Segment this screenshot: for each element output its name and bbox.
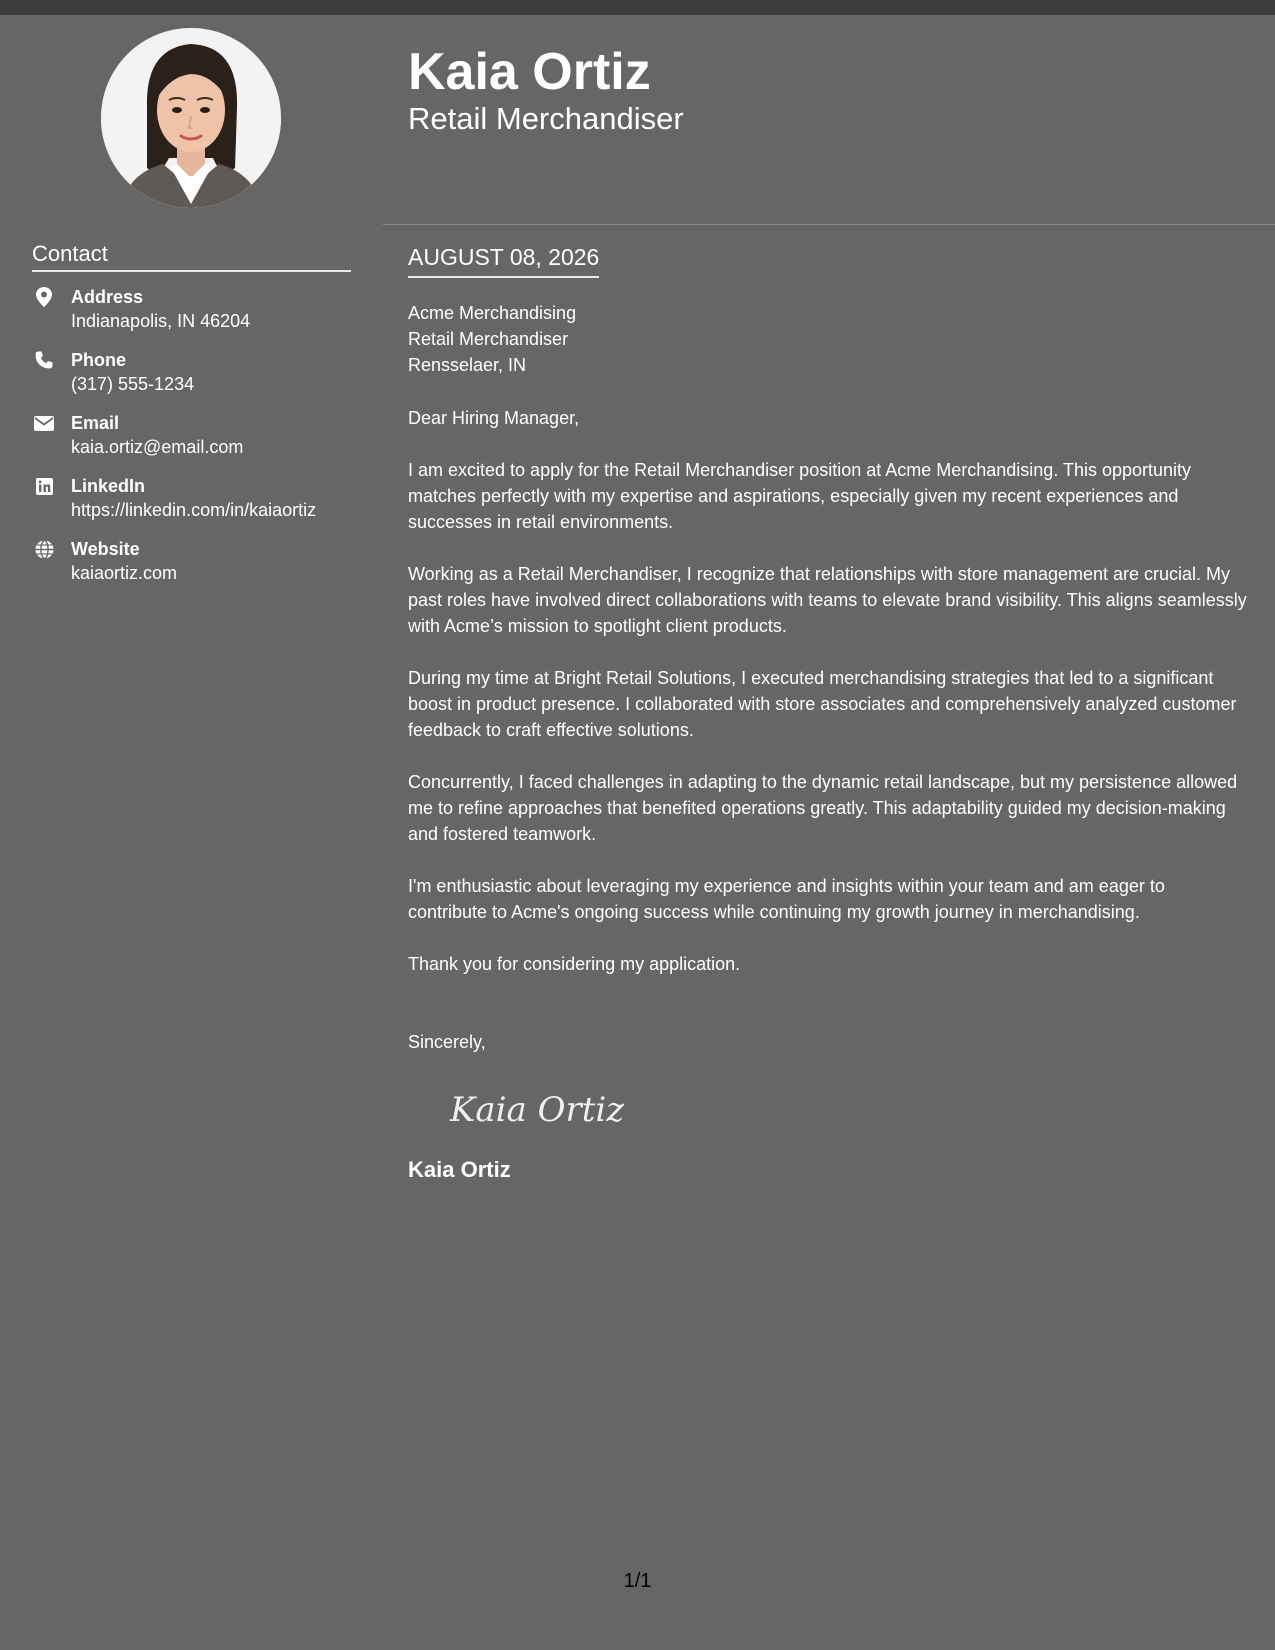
recipient-position: Retail Merchandiser [408, 329, 569, 349]
page-number: 1/1 [623, 1570, 652, 1592]
address-value: Indianapolis, IN 46204 [71, 311, 251, 331]
contact-item-phone [32, 348, 362, 411]
avatar [101, 28, 281, 208]
signature-graphic: Kaia Ortiz [450, 1090, 625, 1130]
contact-item-email [32, 411, 362, 474]
signer-name: Kaia Ortiz [408, 1157, 511, 1182]
contact-list [32, 285, 362, 600]
applicant-title: Retail Merchandiser [408, 101, 684, 136]
paragraph: I am excited to apply for the Retail Merchandiser position at Acme Merchandising. This opportunity matches perfectly with my expertise and aspirations, especially given my recent experiences and successes in retail environments. [408, 460, 1192, 532]
paragraph: I'm enthusiastic about leveraging my experience and insights within your team and am eager to contribute to Acme's ongoing success while continuing my growth journey in merchandising. [408, 876, 1165, 922]
map-pin-icon [34, 287, 54, 307]
contact-label: LinkedIn [71, 476, 146, 496]
contact-label: Email [71, 413, 120, 433]
linkedin-value[interactable]: https://linkedin.com/in/kaiaortiz [71, 500, 317, 520]
contact-label: Phone [71, 350, 127, 370]
top-strip [0, 0, 1275, 15]
contact-item-website [32, 537, 362, 600]
avatar-portrait [101, 28, 281, 208]
phone-icon [34, 350, 54, 370]
header-divider [383, 224, 1275, 225]
paragraph: During my time at Bright Retail Solutions, I executed merchandising strategies that led to a significant boost in product presence. I collaborated with store associates and comprehensively analyzed customer feedback to craft effective solutions. [408, 668, 1237, 740]
contact-item-linkedin [32, 474, 362, 537]
header [408, 42, 1248, 138]
applicant-name: Kaia Ortiz [408, 43, 651, 101]
envelope-icon [34, 413, 54, 433]
paragraph: Concurrently, I faced challenges in adapting to the dynamic retail landscape, but my persistence allowed me to refine approaches that benefited operations greatly. This adaptability guided my decision-making and fostered teamwork. [408, 772, 1238, 844]
phone-value: (317) 555-1234 [71, 374, 195, 394]
linkedin-icon [34, 476, 54, 496]
globe-icon [34, 539, 54, 559]
handwritten-signature [448, 1081, 638, 1137]
contact-heading: Contact [32, 241, 351, 272]
letter-date: AUGUST 08, 2026 [408, 240, 599, 278]
contact-item-address [32, 285, 362, 348]
email-value[interactable]: kaia.ortiz@email.com [71, 437, 244, 457]
contact-label: Address [71, 287, 144, 307]
letter-body [408, 240, 1248, 1185]
contact-label: Website [71, 539, 140, 559]
closing: Sincerely, [408, 1032, 486, 1052]
greeting: Dear Hiring Manager, [408, 408, 580, 428]
recipient-company: Acme Merchandising [408, 303, 577, 323]
sidebar [0, 15, 383, 1650]
paragraph: Working as a Retail Merchandiser, I recognize that relationships with store management are crucial. My past roles have involved direct collaborations with teams to elevate brand visibility. This aligns seamlessly with Acme’s mission to spotlight client products. [408, 564, 1247, 636]
website-value[interactable]: kaiaortiz.com [71, 563, 178, 583]
recipient-location: Rensselaer, IN [408, 355, 527, 375]
paragraph: Thank you for considering my application. [408, 954, 741, 974]
recipient-block [408, 300, 1248, 378]
